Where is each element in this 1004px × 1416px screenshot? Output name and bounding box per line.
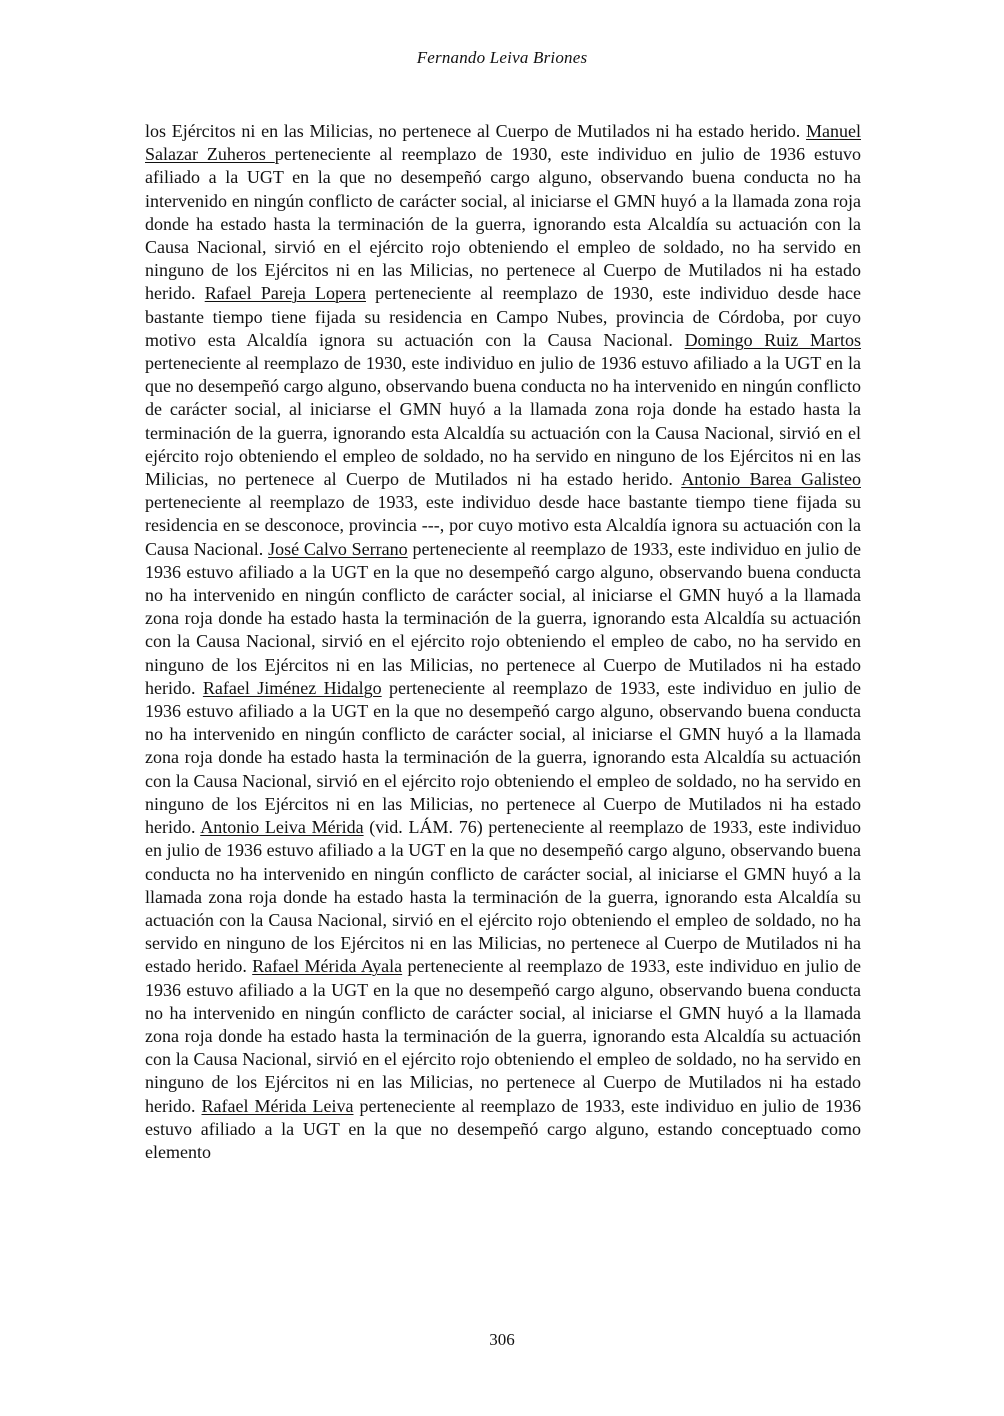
person-name: Rafael Mérida Ayala [252, 956, 403, 977]
body-text-run: (vid. LÁM. 76) perteneciente al reemplazo de 1933, este individuo en julio de 1936 estuvo afiliado a la UGT en la que no desempeñó cargo alguno, observando buena conducta no ha intervenido en ningún conflicto de carácter social, al iniciarse el GMN huyó a la llamada zona roja donde ha estado hasta la terminación de la guerra, ignorando esta Alcaldía su actuación con la Causa Nacional, sirvió en el ejército rojo obteniendo el empleo de soldado, no ha servido en ninguno de los Ejércitos ni en las Milicias, no pertenece al Cuerpo de Mutilados ni ha estado herido. [145, 817, 861, 977]
body-text-run: perteneciente al reemplazo de 1930, este individuo en julio de 1936 estuvo afiliado a la UGT en la que no desempeñó cargo alguno, observando buena conducta no ha intervenido en ningún conflicto de carácter social, al iniciarse el GMN huyó a la llamada zona roja donde ha estado hasta la terminación de la guerra, ignorando esta Alcaldía su actuación con la Causa Nacional, sirvió en el ejército rojo obteniendo el empleo de soldado, no ha servido en ninguno de los Ejércitos ni en las Milicias, no pertenece al Cuerpo de Mutilados ni ha estado herido. [145, 353, 861, 490]
body-text-run: perteneciente al reemplazo de 1933, este individuo desde hace bastante tiempo tiene fijada su residencia en se desconoce, provincia ---, por cuyo motivo esta Alcaldía ignora su actuación con la Causa Nacional. [145, 492, 861, 559]
body-text-run: perteneciente al reemplazo de 1933, este individuo en julio de 1936 estuvo afiliado a la UGT en la que no desempeñó cargo alguno, observando buena conducta no ha intervenido en ningún conflicto de carácter social, al iniciarse el GMN huyó a la llamada zona roja donde ha estado hasta la terminación de la guerra, ignorando esta Alcaldía su actuación con la Causa Nacional, sirvió en el ejército rojo obteniendo el empleo de soldado, no ha servido en ninguno de los Ejércitos ni en las Milicias, no pertenece al Cuerpo de Mutilados ni ha estado herido. [145, 956, 861, 1116]
person-name: José Calvo Serrano [268, 538, 408, 559]
body-text-run: los Ejércitos ni en las Milicias, no pertenece al Cuerpo de Mutilados ni ha estado herido. [145, 121, 807, 141]
page-number: 306 [489, 1330, 515, 1349]
person-name: Rafael Jiménez Hidalgo [202, 677, 382, 698]
person-name: Antonio Leiva Mérida [200, 817, 364, 838]
body-text-run: perteneciente al reemplazo de 1930, este individuo en julio de 1936 estuvo afiliado a la UGT en la que no desempeñó cargo alguno, observando buena conducta no ha intervenido en ningún conflicto de carácter social, al iniciarse el GMN huyó a la llamada zona roja donde ha estado hasta la terminación de la guerra, ignorando esta Alcaldía su actuación con la Causa Nacional, sirvió en el ejército rojo obteniendo el empleo de soldado, no ha servido en ninguno de los Ejércitos ni en las Milicias, no pertenece al Cuerpo de Mutilados ni ha estado herido. [145, 144, 861, 304]
body-text-run: perteneciente al reemplazo de 1933, este individuo en julio de 1936 estuvo afiliado a la UGT en la que no desempeñó cargo alguno, observando buena conducta no ha intervenido en ningún conflicto de carácter social, al iniciarse el GMN huyó a la llamada zona roja donde ha estado hasta la terminación de la guerra, ignorando esta Alcaldía su actuación con la Causa Nacional, sirvió en el ejército rojo obteniendo el empleo de cabo, no ha servido en ninguno de los Ejércitos ni en las Milicias, no pertenece al Cuerpo de Mutilados ni ha estado herido. [145, 538, 861, 698]
person-name: Rafael Pareja Lopera [204, 283, 366, 304]
person-name: Antonio Barea Galisteo [681, 469, 861, 490]
person-name: Rafael Mérida Leiva [201, 1095, 354, 1116]
body-text-run: perteneciente al reemplazo de 1930, este individuo desde hace bastante tiempo tiene fijada su residencia en Campo Nubes, provincia de Córdoba, por cuyo motivo esta Alcaldía ignora su actuación con la Causa Nacional. [145, 283, 861, 350]
running-header: Fernando Leiva Briones [416, 48, 588, 67]
body-text-run: perteneciente al reemplazo de 1933, este individuo en julio de 1936 estuvo afiliado a la UGT en la que no desempeñó cargo alguno, observando buena conducta no ha intervenido en ningún conflicto de carácter social, al iniciarse el GMN huyó a la llamada zona roja donde ha estado hasta la terminación de la guerra, ignorando esta Alcaldía su actuación con la Causa Nacional, sirvió en el ejército rojo obteniendo el empleo de soldado, no ha servido en ninguno de los Ejércitos ni en las Milicias, no pertenece al Cuerpo de Mutilados ni ha estado herido. [145, 677, 862, 838]
body-text-run: perteneciente al reemplazo de 1933, este individuo en julio de 1936 estuvo afiliado a la UGT en la que no desempeñó cargo alguno, estando conceptuado como elemento [145, 1095, 862, 1162]
body-paragraph [145, 120, 861, 1164]
person-name: Manuel Salazar Zuheros [145, 121, 861, 165]
person-name: Domingo Ruiz Martos [684, 329, 861, 350]
